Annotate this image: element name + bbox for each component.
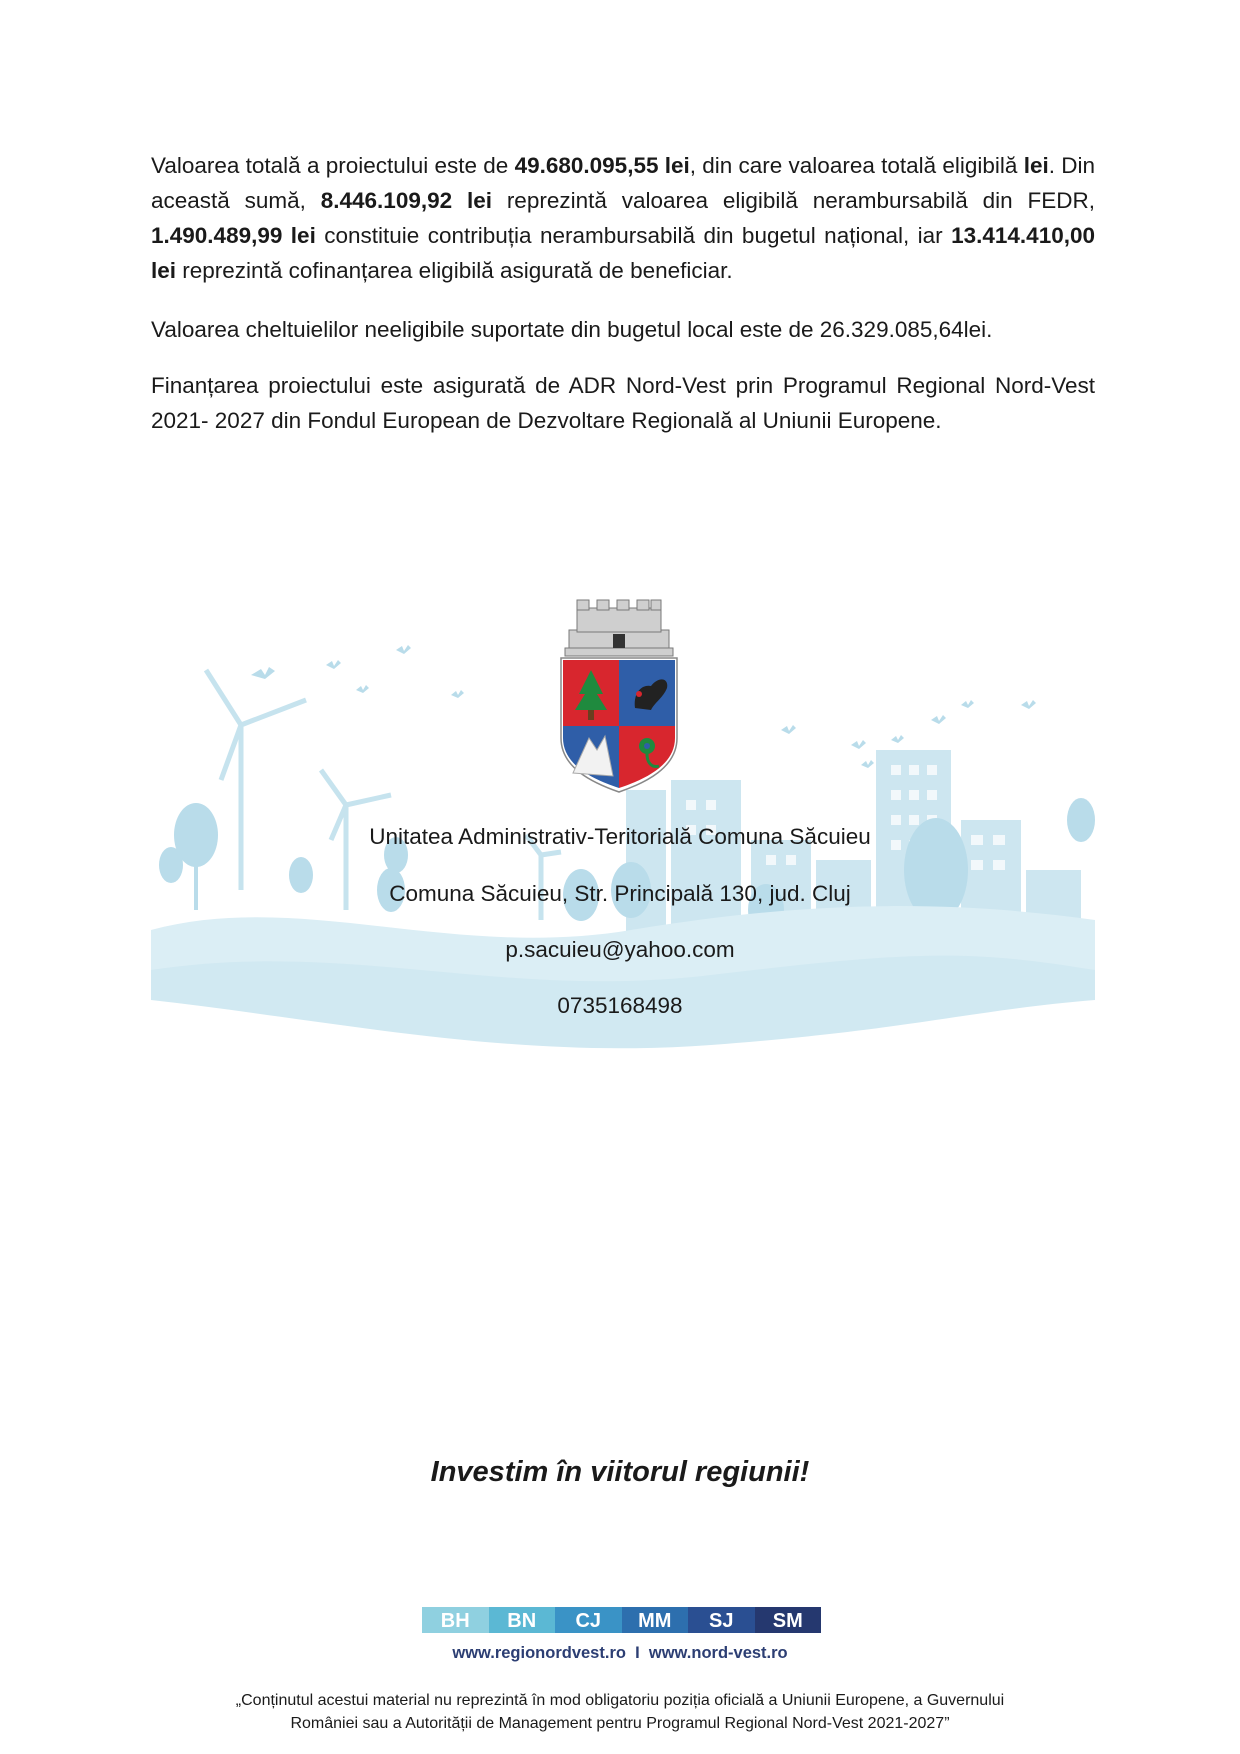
sacuieu-coat-of-arms-icon <box>555 598 683 794</box>
cofinancing-value: 13.414.410,00 lei <box>151 223 1095 283</box>
fedr-value: 8.446.109,92 lei <box>320 188 492 213</box>
financing-source-paragraph: Finanțarea proiectului este asigurată de ADR Nord-Vest prin Programul Regional Nord-Vest 2021- 2027 din Fondul European de Dezvoltare Regională al Uniunii Europene. <box>151 373 1095 433</box>
disclaimer-line-1: „Conținutul acestui material nu reprezintă în mod obligatoriu poziția oficială a Uniunii Europene, a Guvernului <box>235 1692 1005 1709</box>
web-links <box>0 1644 1240 1663</box>
email[interactable]: p.sacuieu@yahoo.com <box>505 937 735 962</box>
disclaimer-line-2: României sau a Autorității de Management pentru Programul Regional Nord-Vest 2021-2027” <box>290 1715 950 1732</box>
county-badge-bh: BH <box>422 1607 489 1633</box>
national-budget-value: 1.490.489,99 lei <box>151 223 316 248</box>
ineligible-costs-paragraph: Valoarea cheltuielilor neeligibile suportate din bugetul local este de 26.329.085,64lei. <box>151 317 993 342</box>
website-link-regionordvest[interactable]: www.regionordvest.ro <box>452 1644 626 1662</box>
eligible-value-unit: lei <box>1023 153 1049 178</box>
county-badge-sm: SM <box>755 1607 822 1633</box>
county-badge-cj: CJ <box>555 1607 622 1633</box>
total-value: 49.680.095,55 lei <box>514 153 690 178</box>
county-badge-mm: MM <box>622 1607 689 1633</box>
text-segment: constituie contribuția nerambursabilă din bugetul național, iar <box>315 223 952 248</box>
funding-paragraph <box>151 148 1095 288</box>
text-segment: . Din această sumă, <box>151 153 1095 213</box>
address: Comuna Săcuieu, Str. Principală 130, jud. Cluj <box>389 881 851 906</box>
website-link-nord-vest[interactable]: www.nord-vest.ro <box>648 1644 788 1662</box>
institution-name: Unitatea Administrativ-Teritorială Comuna Săcuieu <box>369 824 871 849</box>
text-segment: , din care valoarea totală eligibilă <box>689 153 1024 178</box>
slogan: Investim în viitorul regiunii! <box>430 1456 810 1488</box>
text-segment: reprezintă valoarea eligibilă nerambursabilă din FEDR, <box>491 188 1095 213</box>
county-badge-bn: BN <box>489 1607 556 1633</box>
county-bar <box>422 1607 821 1633</box>
text-segment: reprezintă cofinanțarea eligibilă asigurată de beneficiar. <box>176 258 733 283</box>
county-badge-sj: SJ <box>688 1607 755 1633</box>
link-separator: I <box>635 1644 640 1662</box>
phone-number: 0735168498 <box>557 993 683 1018</box>
text-segment: Valoarea totală a proiectului este de <box>151 153 515 178</box>
